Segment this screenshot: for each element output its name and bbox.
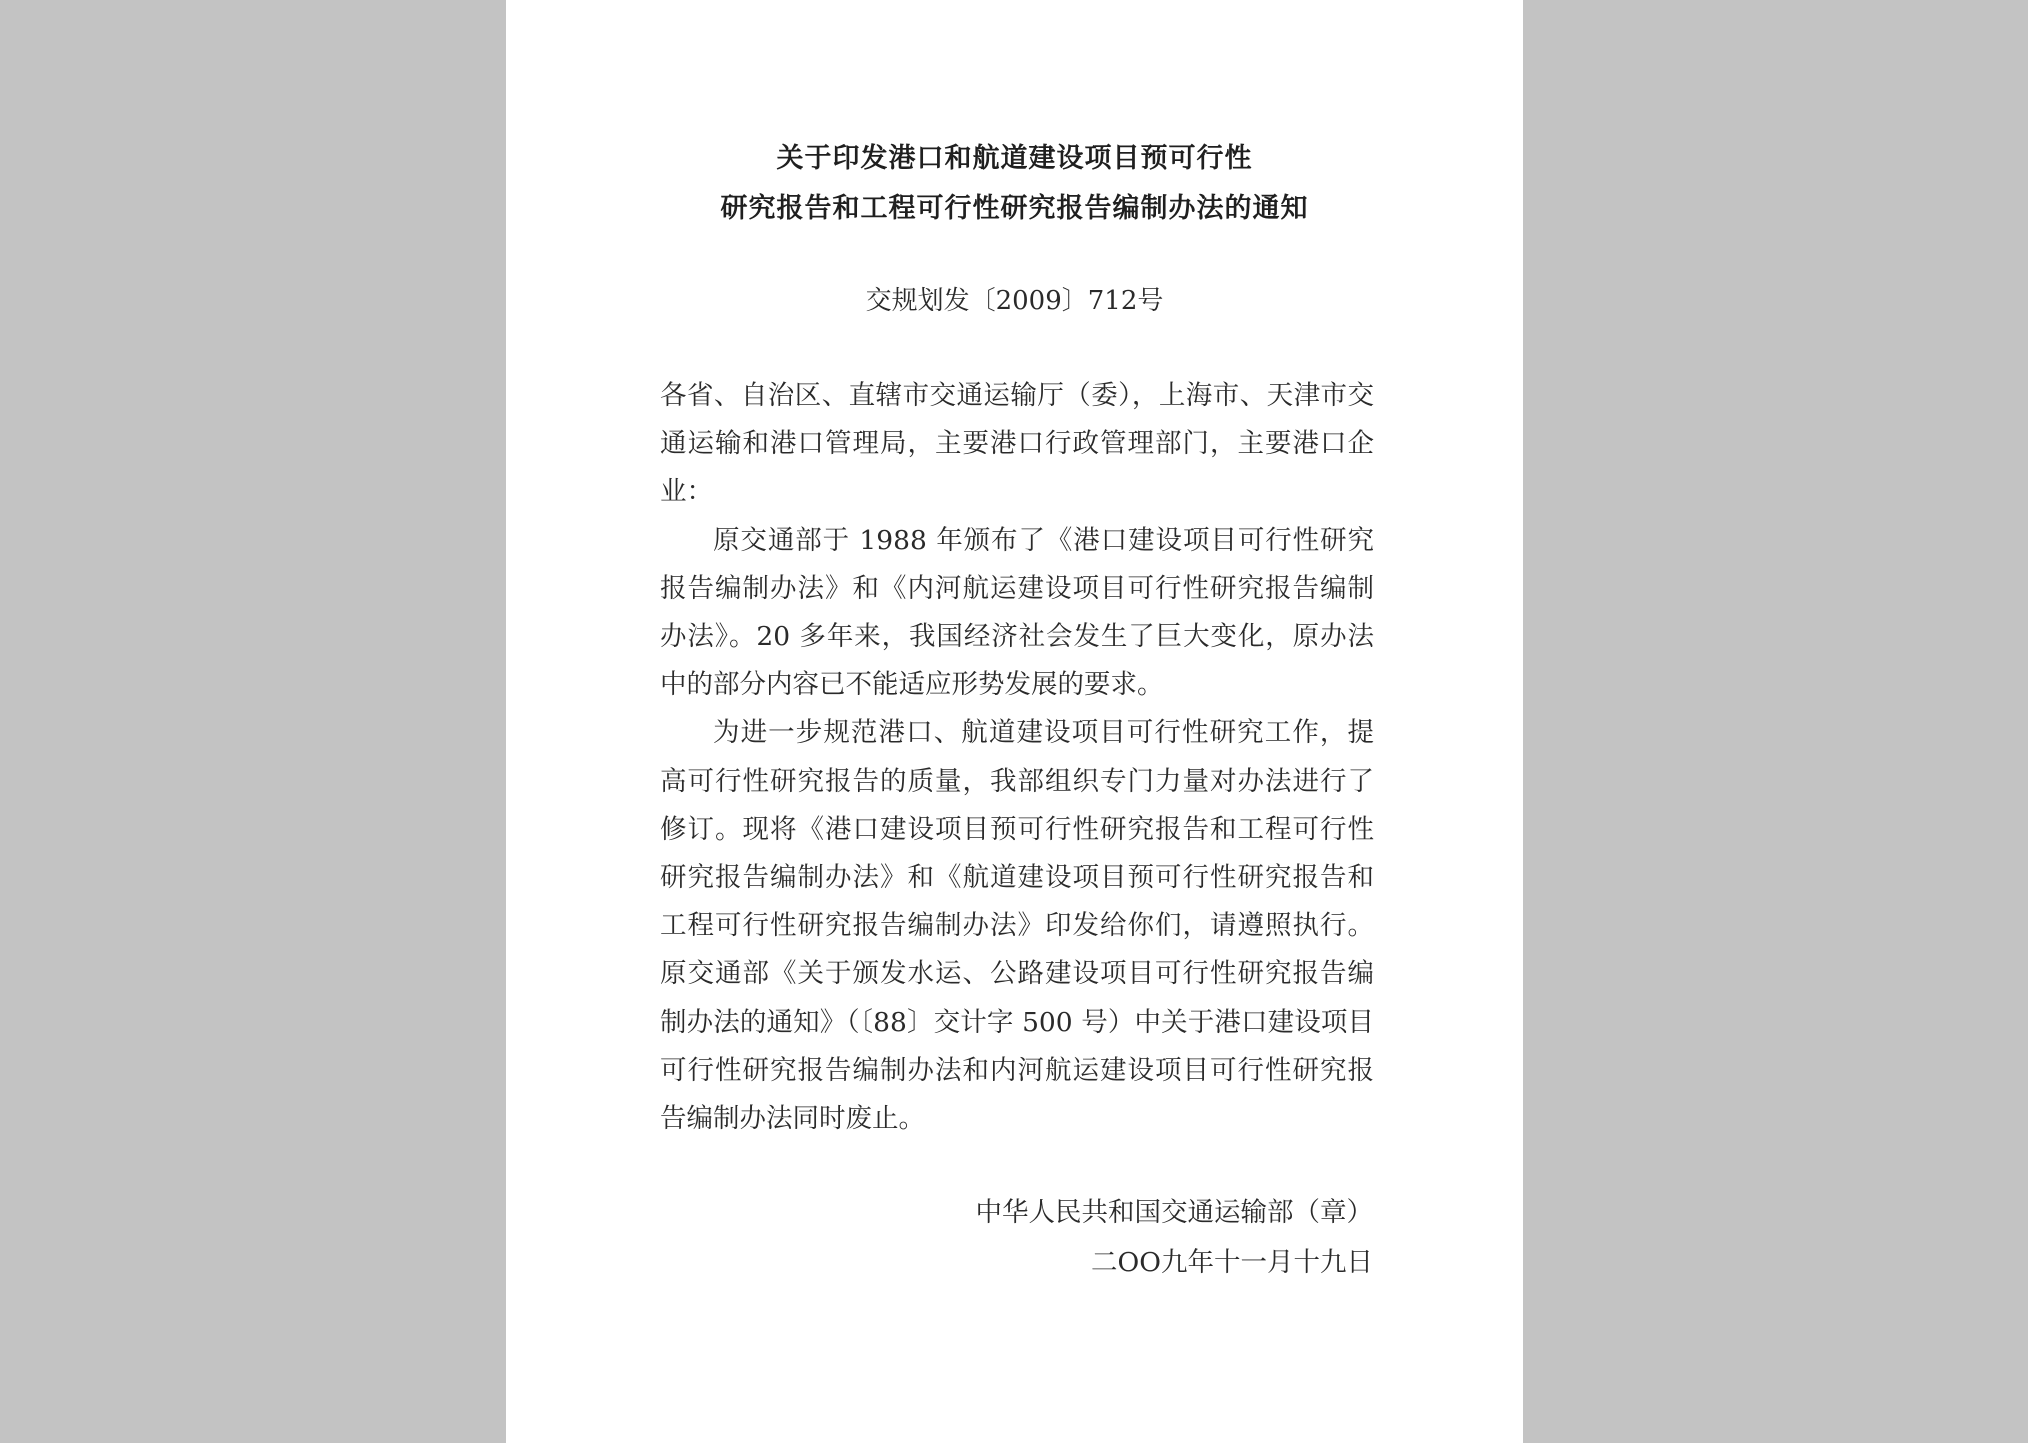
document-number: 交规划发〔2009〕712号 xyxy=(865,286,1164,316)
document-body xyxy=(660,372,1374,1143)
document-title-line-1: 关于印发港口和航道建设项目预可行性 xyxy=(776,143,1253,174)
body-paragraph-1: 原交通部于 1988 年颁布了《港口建设项目可行性研究报告编制办法》和《内河航运建设项目可行性研究报告编制办法》。20 多年来，我国经济社会发生了巨大变化，原办法中的部分内容已不能适应形势发展的要求。 xyxy=(660,524,1374,701)
issuer-signature: 中华人民共和国交通运输部（章） xyxy=(975,1197,1373,1228)
document-page xyxy=(506,0,1523,1443)
issue-date: 二OO九年十一月十九日 xyxy=(1091,1247,1373,1278)
addressee-paragraph: 各省、自治区、直辖市交通运输厅（委），上海市、天津市交通运输和港口管理局，主要港口行政管理部门，主要港口企业： xyxy=(660,380,1374,508)
body-paragraph-2: 为进一步规范港口、航道建设项目可行性研究工作，提高可行性研究报告的质量，我部组织专门力量对办法进行了修订。现将《港口建设项目预可行性研究报告和工程可行性研究报告编制办法》和《航道建设项目预可行性研究报告和工程可行性研究报告编制办法》印发给你们，请遵照执行。原交通部《关于颁发水运、公路建设项目可行性研究报告编制办法的通知》（〔88〕交计字 500 号）中关于港口建设项目可行性研究报告编制办法和内河航运建设项目可行性研究报告编制办法同时废止。 xyxy=(660,717,1374,1135)
document-title-line-2: 研究报告和工程可行性研究报告编制办法的通知 xyxy=(720,193,1309,224)
